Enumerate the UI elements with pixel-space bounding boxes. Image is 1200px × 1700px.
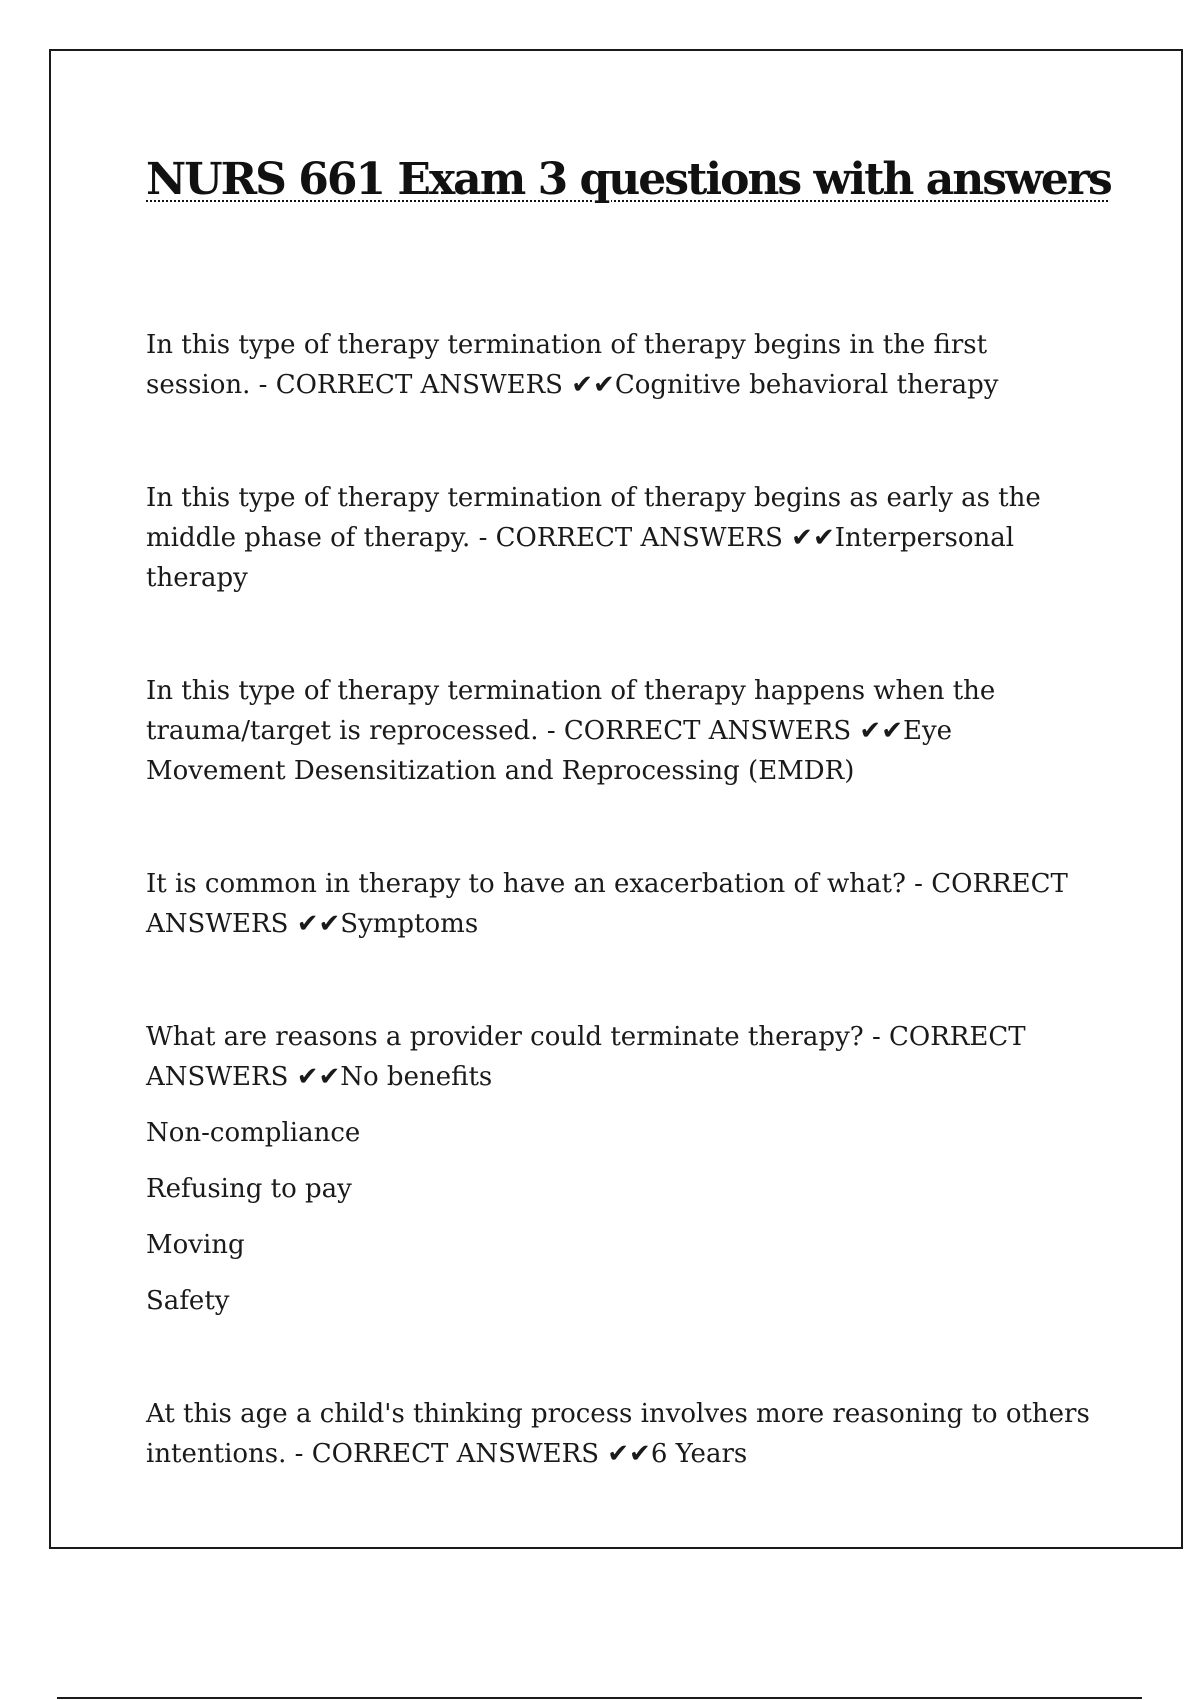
question-text: At this age a child's thinking process involves more reasoning to others intentions. - bbox=[146, 1399, 1090, 1469]
answer-text: 6 Years bbox=[650, 1439, 748, 1469]
answer-text: Interpersonal therapy bbox=[146, 523, 1015, 593]
correct-answers-label: CORRECT ANSWERS ✔✔ bbox=[275, 370, 615, 400]
question-text: In this type of therapy termination of therapy happens when the trauma/target is reprocessed. - bbox=[146, 676, 996, 746]
question-text: It is common in therapy to have an exacerbation of what? - bbox=[146, 869, 923, 899]
qa-item-3 bbox=[146, 671, 1096, 791]
qa-item-1 bbox=[146, 325, 1096, 405]
qa-list bbox=[146, 325, 1096, 1474]
answer-text: Eye Movement Desensitization and Reprocessing (EMDR) bbox=[146, 716, 953, 786]
question-text: In this type of therapy termination of therapy begins in the first session. - bbox=[146, 330, 988, 400]
correct-answers-label: CORRECT ANSWERS ✔✔ bbox=[146, 869, 1068, 939]
correct-answers-label: CORRECT ANSWERS ✔✔ bbox=[146, 1022, 1026, 1092]
document-title: NURS 661 Exam 3 questions with answers bbox=[146, 154, 1111, 205]
correct-answers-label: CORRECT ANSWERS ✔✔ bbox=[311, 1439, 651, 1469]
correct-answers-label: CORRECT ANSWERS ✔✔ bbox=[563, 716, 903, 746]
answer-text: No benefits bbox=[340, 1062, 493, 1092]
answer-extra-line: Safety bbox=[146, 1286, 230, 1316]
answer-text: Cognitive behavioral therapy bbox=[614, 370, 999, 400]
answer-text: Symptoms bbox=[340, 909, 479, 939]
question-text: What are reasons a provider could terminate therapy? - bbox=[146, 1022, 881, 1052]
qa-item-5 bbox=[146, 1017, 1096, 1321]
qa-item-6 bbox=[146, 1394, 1096, 1474]
answer-extra-line: Moving bbox=[146, 1230, 245, 1260]
correct-answers-label: CORRECT ANSWERS ✔✔ bbox=[495, 523, 835, 553]
qa-item-2 bbox=[146, 478, 1096, 598]
qa-item-4 bbox=[146, 864, 1096, 944]
footer-rule bbox=[57, 1697, 1142, 1699]
answer-extra-line: Non-compliance bbox=[146, 1118, 361, 1148]
question-text: In this type of therapy termination of therapy begins as early as the middle phase of therapy. - bbox=[146, 483, 1041, 553]
answer-extra-line: Refusing to pay bbox=[146, 1174, 352, 1204]
